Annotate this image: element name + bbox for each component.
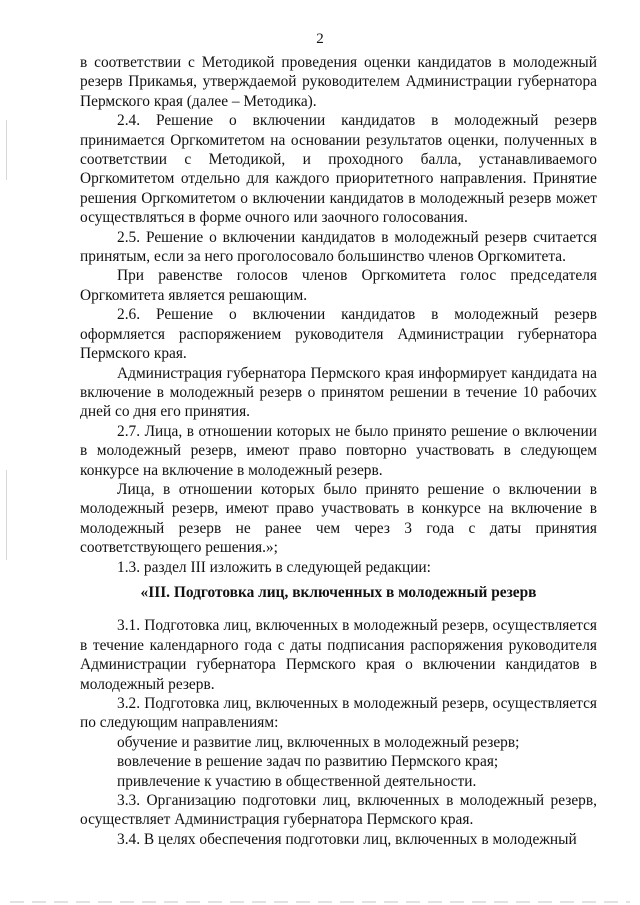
list-item: вовлечение в решение задач по развитию Пермского края; — [117, 753, 499, 771]
paragraph: 3.3. Организацию подготовки лиц, включенных в молодежный резерв, осуществляет Администрация губернатора Пермского края. — [80, 792, 597, 829]
paragraph: 2.4. Решение о включении кандидатов в молодежный резерв принимается Оргкомитетом на основании результатов оценки, полученных в соответствии с Методикой, и проходного балла, устанавливаемого Оргкомитетом отдельно для каждого приоритетного направления. Принятие решения Оргкомитетом о включении кандидатов в молодежный резерв может осуществляться в форме очного или заочного голосования. — [80, 112, 597, 227]
list-item: обучение и развитие лиц, включенных в молодежный резерв; — [117, 733, 520, 751]
scan-bottom-edge — [10, 901, 630, 903]
paragraph: 3.2. Подготовка лиц, включенных в молодежный резерв, осуществляется по следующим направлениям: — [80, 695, 597, 732]
scan-edge-mark — [6, 120, 7, 180]
list-item: привлечение к участию в общественной деятельности. — [117, 772, 477, 790]
paragraph: 3.4. В целях обеспечения подготовки лиц, включенных в молодежный — [117, 830, 577, 848]
paragraph: Лица, в отношении которых было принято решение о включении в молодежный резерв, имеют право участвовать в конкурсе на включение в молодежный резерв не ранее чем через 3 года с даты принятия соответствующего решения.»; — [80, 480, 597, 557]
section-heading: «III. Подготовка лиц, включенных в молодежный резерв — [140, 583, 537, 601]
document-body — [80, 53, 597, 849]
paragraph: 2.7. Лица, в отношении которых не было принято решение о включении в молодежный резерв, имеют право повторно участвовать в следующем конкурсе на включение в молодежный резерв. — [80, 422, 597, 479]
paragraph: Администрация губернатора Пермского края информирует кандидата на включение в молодежный резерв о принятом решении в течение 10 рабочих дней со дня его принятия. — [80, 364, 597, 421]
page-number: 2 — [316, 31, 324, 47]
paragraph: в соответствии с Методикой проведения оценки кандидатов в молодежный резерв Прикамья, утверждаемой руководителем Администрации губернатора Пермского края (далее – Методика). — [80, 54, 597, 110]
scan-edge-mark — [6, 470, 7, 560]
paragraph: 3.1. Подготовка лиц, включенных в молодежный резерв, осуществляется в течение календарного года с даты подписания распоряжения руководителя Администрации губернатора Пермского края о включении кандидатов в молодежный резерв. — [80, 617, 597, 693]
paragraph: 1.3. раздел III изложить в следующей редакции: — [117, 558, 431, 576]
paragraph: 2.5. Решение о включении кандидатов в молодежный резерв считается принятым, если за него проголосовало большинство членов Оргкомитета. — [80, 228, 597, 266]
paragraph: 2.6. Решение о включении кандидатов в молодежный резерв оформляется распоряжением руководителя Администрации губернатора Пермского края. — [80, 306, 597, 363]
paragraph: При равенстве голосов членов Оргкомитета голос председателя Оргкомитета является решающим. — [80, 267, 597, 304]
